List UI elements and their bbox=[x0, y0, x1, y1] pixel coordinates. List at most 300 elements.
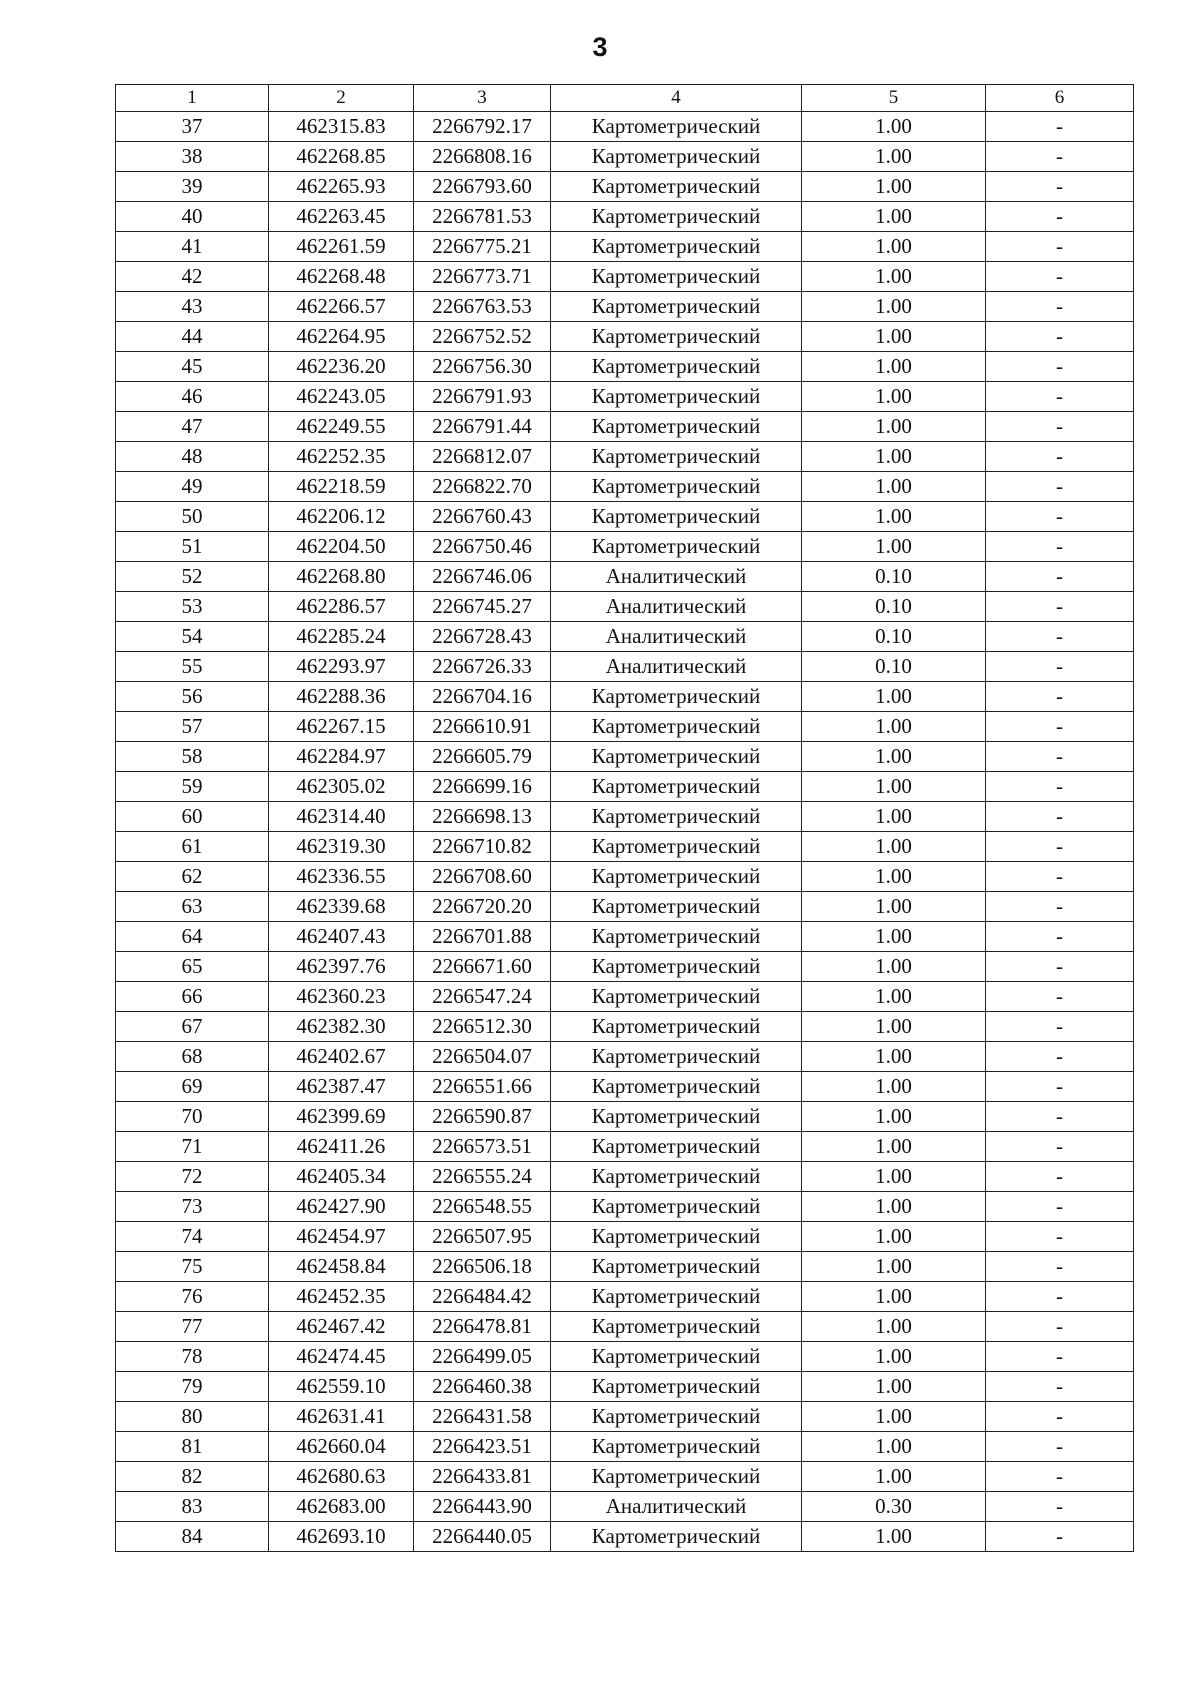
table-row bbox=[116, 112, 1134, 142]
y-coordinate-cell: 2266605.79 bbox=[414, 742, 551, 772]
method-cell: Картометрический bbox=[551, 442, 802, 472]
accuracy-cell: 1.00 bbox=[802, 262, 986, 292]
table-row bbox=[116, 772, 1134, 802]
method-cell: Картометрический bbox=[551, 952, 802, 982]
method-cell: Аналитический bbox=[551, 1492, 802, 1522]
note-cell: - bbox=[986, 232, 1134, 262]
y-coordinate-cell: 2266573.51 bbox=[414, 1132, 551, 1162]
note-cell: - bbox=[986, 1102, 1134, 1132]
table-body bbox=[116, 112, 1134, 1552]
point-number-cell: 39 bbox=[116, 172, 269, 202]
note-cell: - bbox=[986, 682, 1134, 712]
table-row bbox=[116, 622, 1134, 652]
point-number-cell: 53 bbox=[116, 592, 269, 622]
method-cell: Картометрический bbox=[551, 382, 802, 412]
x-coordinate-cell: 462360.23 bbox=[269, 982, 414, 1012]
note-cell: - bbox=[986, 1462, 1134, 1492]
point-number-cell: 83 bbox=[116, 1492, 269, 1522]
method-cell: Картометрический bbox=[551, 322, 802, 352]
table-row bbox=[116, 502, 1134, 532]
point-number-cell: 58 bbox=[116, 742, 269, 772]
point-number-cell: 54 bbox=[116, 622, 269, 652]
table-row bbox=[116, 1042, 1134, 1072]
y-coordinate-cell: 2266792.17 bbox=[414, 112, 551, 142]
y-coordinate-cell: 2266710.82 bbox=[414, 832, 551, 862]
method-cell: Картометрический bbox=[551, 922, 802, 952]
accuracy-cell: 1.00 bbox=[802, 772, 986, 802]
x-coordinate-cell: 462631.41 bbox=[269, 1402, 414, 1432]
y-coordinate-cell: 2266443.90 bbox=[414, 1492, 551, 1522]
table-row bbox=[116, 592, 1134, 622]
y-coordinate-cell: 2266701.88 bbox=[414, 922, 551, 952]
point-number-cell: 84 bbox=[116, 1522, 269, 1552]
note-cell: - bbox=[986, 862, 1134, 892]
accuracy-cell: 0.10 bbox=[802, 592, 986, 622]
note-cell: - bbox=[986, 592, 1134, 622]
method-cell: Картометрический bbox=[551, 1432, 802, 1462]
note-cell: - bbox=[986, 622, 1134, 652]
y-coordinate-cell: 2266484.42 bbox=[414, 1282, 551, 1312]
method-cell: Картометрический bbox=[551, 1342, 802, 1372]
x-coordinate-cell: 462314.40 bbox=[269, 802, 414, 832]
accuracy-cell: 1.00 bbox=[802, 502, 986, 532]
note-cell: - bbox=[986, 172, 1134, 202]
x-coordinate-cell: 462319.30 bbox=[269, 832, 414, 862]
accuracy-cell: 1.00 bbox=[802, 922, 986, 952]
accuracy-cell: 1.00 bbox=[802, 322, 986, 352]
table-row bbox=[116, 742, 1134, 772]
note-cell: - bbox=[986, 1492, 1134, 1522]
x-coordinate-cell: 462336.55 bbox=[269, 862, 414, 892]
column-header-4: 4 bbox=[551, 85, 802, 112]
column-header-3: 3 bbox=[414, 85, 551, 112]
table-row bbox=[116, 1012, 1134, 1042]
note-cell: - bbox=[986, 292, 1134, 322]
y-coordinate-cell: 2266440.05 bbox=[414, 1522, 551, 1552]
point-number-cell: 45 bbox=[116, 352, 269, 382]
column-header-2: 2 bbox=[269, 85, 414, 112]
point-number-cell: 61 bbox=[116, 832, 269, 862]
table-row bbox=[116, 1432, 1134, 1462]
accuracy-cell: 1.00 bbox=[802, 352, 986, 382]
x-coordinate-cell: 462305.02 bbox=[269, 772, 414, 802]
note-cell: - bbox=[986, 112, 1134, 142]
note-cell: - bbox=[986, 982, 1134, 1012]
accuracy-cell: 0.10 bbox=[802, 652, 986, 682]
accuracy-cell: 1.00 bbox=[802, 1342, 986, 1372]
note-cell: - bbox=[986, 832, 1134, 862]
method-cell: Аналитический bbox=[551, 652, 802, 682]
x-coordinate-cell: 462339.68 bbox=[269, 892, 414, 922]
column-header-6: 6 bbox=[986, 85, 1134, 112]
x-coordinate-cell: 462268.48 bbox=[269, 262, 414, 292]
table-row bbox=[116, 292, 1134, 322]
method-cell: Картометрический bbox=[551, 1312, 802, 1342]
y-coordinate-cell: 2266791.93 bbox=[414, 382, 551, 412]
y-coordinate-cell: 2266791.44 bbox=[414, 412, 551, 442]
accuracy-cell: 1.00 bbox=[802, 292, 986, 322]
note-cell: - bbox=[986, 1012, 1134, 1042]
x-coordinate-cell: 462249.55 bbox=[269, 412, 414, 442]
table-row bbox=[116, 862, 1134, 892]
accuracy-cell: 0.10 bbox=[802, 562, 986, 592]
accuracy-cell: 1.00 bbox=[802, 1282, 986, 1312]
method-cell: Картометрический bbox=[551, 172, 802, 202]
point-number-cell: 65 bbox=[116, 952, 269, 982]
y-coordinate-cell: 2266808.16 bbox=[414, 142, 551, 172]
x-coordinate-cell: 462265.93 bbox=[269, 172, 414, 202]
accuracy-cell: 1.00 bbox=[802, 1372, 986, 1402]
method-cell: Картометрический bbox=[551, 1372, 802, 1402]
x-coordinate-cell: 462397.76 bbox=[269, 952, 414, 982]
point-number-cell: 57 bbox=[116, 712, 269, 742]
accuracy-cell: 1.00 bbox=[802, 1192, 986, 1222]
y-coordinate-cell: 2266775.21 bbox=[414, 232, 551, 262]
x-coordinate-cell: 462387.47 bbox=[269, 1072, 414, 1102]
point-number-cell: 52 bbox=[116, 562, 269, 592]
accuracy-cell: 1.00 bbox=[802, 202, 986, 232]
point-number-cell: 74 bbox=[116, 1222, 269, 1252]
point-number-cell: 41 bbox=[116, 232, 269, 262]
table-row bbox=[116, 952, 1134, 982]
x-coordinate-cell: 462315.83 bbox=[269, 112, 414, 142]
point-number-cell: 49 bbox=[116, 472, 269, 502]
column-header-1: 1 bbox=[116, 85, 269, 112]
x-coordinate-cell: 462474.45 bbox=[269, 1342, 414, 1372]
x-coordinate-cell: 462206.12 bbox=[269, 502, 414, 532]
accuracy-cell: 1.00 bbox=[802, 712, 986, 742]
table-row bbox=[116, 892, 1134, 922]
point-number-cell: 48 bbox=[116, 442, 269, 472]
method-cell: Картометрический bbox=[551, 682, 802, 712]
y-coordinate-cell: 2266698.13 bbox=[414, 802, 551, 832]
point-number-cell: 73 bbox=[116, 1192, 269, 1222]
table-row bbox=[116, 532, 1134, 562]
page-number: 3 bbox=[592, 32, 608, 62]
accuracy-cell: 0.10 bbox=[802, 622, 986, 652]
table-row bbox=[116, 1402, 1134, 1432]
accuracy-cell: 1.00 bbox=[802, 112, 986, 142]
x-coordinate-cell: 462261.59 bbox=[269, 232, 414, 262]
y-coordinate-cell: 2266720.20 bbox=[414, 892, 551, 922]
x-coordinate-cell: 462467.42 bbox=[269, 1312, 414, 1342]
point-number-cell: 42 bbox=[116, 262, 269, 292]
y-coordinate-cell: 2266760.43 bbox=[414, 502, 551, 532]
note-cell: - bbox=[986, 712, 1134, 742]
x-coordinate-cell: 462411.26 bbox=[269, 1132, 414, 1162]
point-number-cell: 76 bbox=[116, 1282, 269, 1312]
x-coordinate-cell: 462243.05 bbox=[269, 382, 414, 412]
y-coordinate-cell: 2266548.55 bbox=[414, 1192, 551, 1222]
y-coordinate-cell: 2266504.07 bbox=[414, 1042, 551, 1072]
method-cell: Картометрический bbox=[551, 772, 802, 802]
y-coordinate-cell: 2266433.81 bbox=[414, 1462, 551, 1492]
table-row bbox=[116, 922, 1134, 952]
accuracy-cell: 1.00 bbox=[802, 1462, 986, 1492]
y-coordinate-cell: 2266699.16 bbox=[414, 772, 551, 802]
y-coordinate-cell: 2266478.81 bbox=[414, 1312, 551, 1342]
accuracy-cell: 1.00 bbox=[802, 1042, 986, 1072]
y-coordinate-cell: 2266752.52 bbox=[414, 322, 551, 352]
note-cell: - bbox=[986, 1312, 1134, 1342]
y-coordinate-cell: 2266507.95 bbox=[414, 1222, 551, 1252]
table-row bbox=[116, 322, 1134, 352]
note-cell: - bbox=[986, 652, 1134, 682]
note-cell: - bbox=[986, 322, 1134, 352]
point-number-cell: 50 bbox=[116, 502, 269, 532]
method-cell: Картометрический bbox=[551, 1102, 802, 1132]
point-number-cell: 70 bbox=[116, 1102, 269, 1132]
note-cell: - bbox=[986, 742, 1134, 772]
note-cell: - bbox=[986, 532, 1134, 562]
point-number-cell: 64 bbox=[116, 922, 269, 952]
table-row bbox=[116, 1102, 1134, 1132]
accuracy-cell: 1.00 bbox=[802, 742, 986, 772]
method-cell: Картометрический bbox=[551, 142, 802, 172]
accuracy-cell: 1.00 bbox=[802, 1432, 986, 1462]
note-cell: - bbox=[986, 1222, 1134, 1252]
table-header bbox=[116, 85, 1134, 112]
y-coordinate-cell: 2266460.38 bbox=[414, 1372, 551, 1402]
note-cell: - bbox=[986, 1162, 1134, 1192]
method-cell: Картометрический bbox=[551, 502, 802, 532]
y-coordinate-cell: 2266745.27 bbox=[414, 592, 551, 622]
y-coordinate-cell: 2266781.53 bbox=[414, 202, 551, 232]
y-coordinate-cell: 2266756.30 bbox=[414, 352, 551, 382]
table-row bbox=[116, 232, 1134, 262]
x-coordinate-cell: 462660.04 bbox=[269, 1432, 414, 1462]
accuracy-cell: 1.00 bbox=[802, 172, 986, 202]
accuracy-cell: 1.00 bbox=[802, 1312, 986, 1342]
point-number-cell: 71 bbox=[116, 1132, 269, 1162]
x-coordinate-cell: 462405.34 bbox=[269, 1162, 414, 1192]
accuracy-cell: 1.00 bbox=[802, 862, 986, 892]
y-coordinate-cell: 2266555.24 bbox=[414, 1162, 551, 1192]
method-cell: Картометрический bbox=[551, 1042, 802, 1072]
accuracy-cell: 1.00 bbox=[802, 1162, 986, 1192]
note-cell: - bbox=[986, 352, 1134, 382]
accuracy-cell: 1.00 bbox=[802, 1012, 986, 1042]
table-row bbox=[116, 1372, 1134, 1402]
table-row bbox=[116, 412, 1134, 442]
accuracy-cell: 1.00 bbox=[802, 232, 986, 262]
table-row bbox=[116, 1312, 1134, 1342]
accuracy-cell: 1.00 bbox=[802, 1522, 986, 1552]
x-coordinate-cell: 462268.80 bbox=[269, 562, 414, 592]
x-coordinate-cell: 462284.97 bbox=[269, 742, 414, 772]
method-cell: Картометрический bbox=[551, 1192, 802, 1222]
accuracy-cell: 1.00 bbox=[802, 1402, 986, 1432]
table-row bbox=[116, 1192, 1134, 1222]
table-row bbox=[116, 1162, 1134, 1192]
x-coordinate-cell: 462267.15 bbox=[269, 712, 414, 742]
point-number-cell: 80 bbox=[116, 1402, 269, 1432]
point-number-cell: 81 bbox=[116, 1432, 269, 1462]
note-cell: - bbox=[986, 1372, 1134, 1402]
y-coordinate-cell: 2266671.60 bbox=[414, 952, 551, 982]
method-cell: Картометрический bbox=[551, 472, 802, 502]
x-coordinate-cell: 462264.95 bbox=[269, 322, 414, 352]
note-cell: - bbox=[986, 1282, 1134, 1312]
table-row bbox=[116, 1252, 1134, 1282]
point-number-cell: 46 bbox=[116, 382, 269, 412]
x-coordinate-cell: 462285.24 bbox=[269, 622, 414, 652]
y-coordinate-cell: 2266812.07 bbox=[414, 442, 551, 472]
method-cell: Картометрический bbox=[551, 712, 802, 742]
point-number-cell: 78 bbox=[116, 1342, 269, 1372]
accuracy-cell: 1.00 bbox=[802, 412, 986, 442]
x-coordinate-cell: 462382.30 bbox=[269, 1012, 414, 1042]
method-cell: Картометрический bbox=[551, 1282, 802, 1312]
point-number-cell: 69 bbox=[116, 1072, 269, 1102]
method-cell: Картометрический bbox=[551, 1222, 802, 1252]
table-row bbox=[116, 442, 1134, 472]
table-row bbox=[116, 382, 1134, 412]
table-row bbox=[116, 982, 1134, 1012]
point-number-cell: 44 bbox=[116, 322, 269, 352]
accuracy-cell: 1.00 bbox=[802, 892, 986, 922]
accuracy-cell: 1.00 bbox=[802, 1102, 986, 1132]
x-coordinate-cell: 462559.10 bbox=[269, 1372, 414, 1402]
x-coordinate-cell: 462452.35 bbox=[269, 1282, 414, 1312]
note-cell: - bbox=[986, 952, 1134, 982]
y-coordinate-cell: 2266708.60 bbox=[414, 862, 551, 892]
accuracy-cell: 1.00 bbox=[802, 532, 986, 562]
note-cell: - bbox=[986, 1192, 1134, 1222]
x-coordinate-cell: 462263.45 bbox=[269, 202, 414, 232]
point-number-cell: 47 bbox=[116, 412, 269, 442]
x-coordinate-cell: 462683.00 bbox=[269, 1492, 414, 1522]
method-cell: Картометрический bbox=[551, 1132, 802, 1162]
table-row bbox=[116, 172, 1134, 202]
note-cell: - bbox=[986, 562, 1134, 592]
accuracy-cell: 1.00 bbox=[802, 982, 986, 1012]
method-cell: Картометрический bbox=[551, 232, 802, 262]
point-number-cell: 37 bbox=[116, 112, 269, 142]
note-cell: - bbox=[986, 892, 1134, 922]
note-cell: - bbox=[986, 1252, 1134, 1282]
table-row bbox=[116, 1132, 1134, 1162]
accuracy-cell: 1.00 bbox=[802, 682, 986, 712]
accuracy-cell: 1.00 bbox=[802, 472, 986, 502]
point-number-cell: 75 bbox=[116, 1252, 269, 1282]
note-cell: - bbox=[986, 802, 1134, 832]
note-cell: - bbox=[986, 1042, 1134, 1072]
accuracy-cell: 1.00 bbox=[802, 382, 986, 412]
point-number-cell: 66 bbox=[116, 982, 269, 1012]
coordinates-table bbox=[115, 84, 1134, 1552]
method-cell: Картометрический bbox=[551, 1522, 802, 1552]
y-coordinate-cell: 2266773.71 bbox=[414, 262, 551, 292]
method-cell: Картометрический bbox=[551, 862, 802, 892]
table-row bbox=[116, 1282, 1134, 1312]
point-number-cell: 51 bbox=[116, 532, 269, 562]
point-number-cell: 79 bbox=[116, 1372, 269, 1402]
table-row bbox=[116, 1342, 1134, 1372]
note-cell: - bbox=[986, 412, 1134, 442]
y-coordinate-cell: 2266547.24 bbox=[414, 982, 551, 1012]
y-coordinate-cell: 2266726.33 bbox=[414, 652, 551, 682]
x-coordinate-cell: 462252.35 bbox=[269, 442, 414, 472]
accuracy-cell: 1.00 bbox=[802, 1072, 986, 1102]
table-row bbox=[116, 1492, 1134, 1522]
method-cell: Картометрический bbox=[551, 982, 802, 1012]
note-cell: - bbox=[986, 382, 1134, 412]
y-coordinate-cell: 2266763.53 bbox=[414, 292, 551, 322]
note-cell: - bbox=[986, 442, 1134, 472]
x-coordinate-cell: 462402.67 bbox=[269, 1042, 414, 1072]
y-coordinate-cell: 2266512.30 bbox=[414, 1012, 551, 1042]
x-coordinate-cell: 462288.36 bbox=[269, 682, 414, 712]
accuracy-cell: 1.00 bbox=[802, 1132, 986, 1162]
x-coordinate-cell: 462407.43 bbox=[269, 922, 414, 952]
table-row bbox=[116, 652, 1134, 682]
point-number-cell: 59 bbox=[116, 772, 269, 802]
table-row bbox=[116, 712, 1134, 742]
y-coordinate-cell: 2266506.18 bbox=[414, 1252, 551, 1282]
y-coordinate-cell: 2266431.58 bbox=[414, 1402, 551, 1432]
method-cell: Картометрический bbox=[551, 532, 802, 562]
table-row bbox=[116, 832, 1134, 862]
y-coordinate-cell: 2266499.05 bbox=[414, 1342, 551, 1372]
accuracy-cell: 1.00 bbox=[802, 142, 986, 172]
accuracy-cell: 1.00 bbox=[802, 1222, 986, 1252]
accuracy-cell: 1.00 bbox=[802, 952, 986, 982]
point-number-cell: 72 bbox=[116, 1162, 269, 1192]
note-cell: - bbox=[986, 772, 1134, 802]
x-coordinate-cell: 462458.84 bbox=[269, 1252, 414, 1282]
y-coordinate-cell: 2266746.06 bbox=[414, 562, 551, 592]
table-row bbox=[116, 472, 1134, 502]
x-coordinate-cell: 462427.90 bbox=[269, 1192, 414, 1222]
method-cell: Картометрический bbox=[551, 1162, 802, 1192]
note-cell: - bbox=[986, 922, 1134, 952]
x-coordinate-cell: 462266.57 bbox=[269, 292, 414, 322]
method-cell: Картометрический bbox=[551, 1012, 802, 1042]
y-coordinate-cell: 2266704.16 bbox=[414, 682, 551, 712]
x-coordinate-cell: 462218.59 bbox=[269, 472, 414, 502]
point-number-cell: 38 bbox=[116, 142, 269, 172]
point-number-cell: 60 bbox=[116, 802, 269, 832]
table-row bbox=[116, 1222, 1134, 1252]
method-cell: Картометрический bbox=[551, 742, 802, 772]
point-number-cell: 68 bbox=[116, 1042, 269, 1072]
method-cell: Картометрический bbox=[551, 802, 802, 832]
x-coordinate-cell: 462204.50 bbox=[269, 532, 414, 562]
accuracy-cell: 1.00 bbox=[802, 442, 986, 472]
y-coordinate-cell: 2266793.60 bbox=[414, 172, 551, 202]
table-row bbox=[116, 562, 1134, 592]
point-number-cell: 77 bbox=[116, 1312, 269, 1342]
method-cell: Картометрический bbox=[551, 292, 802, 322]
note-cell: - bbox=[986, 1432, 1134, 1462]
method-cell: Картометрический bbox=[551, 202, 802, 232]
table-row bbox=[116, 802, 1134, 832]
x-coordinate-cell: 462399.69 bbox=[269, 1102, 414, 1132]
method-cell: Картометрический bbox=[551, 832, 802, 862]
method-cell: Картометрический bbox=[551, 1072, 802, 1102]
method-cell: Картометрический bbox=[551, 352, 802, 382]
method-cell: Аналитический bbox=[551, 562, 802, 592]
accuracy-cell: 1.00 bbox=[802, 1252, 986, 1282]
method-cell: Картометрический bbox=[551, 892, 802, 922]
x-coordinate-cell: 462693.10 bbox=[269, 1522, 414, 1552]
note-cell: - bbox=[986, 1132, 1134, 1162]
accuracy-cell: 1.00 bbox=[802, 802, 986, 832]
x-coordinate-cell: 462293.97 bbox=[269, 652, 414, 682]
table-row bbox=[116, 1522, 1134, 1552]
table-row bbox=[116, 142, 1134, 172]
